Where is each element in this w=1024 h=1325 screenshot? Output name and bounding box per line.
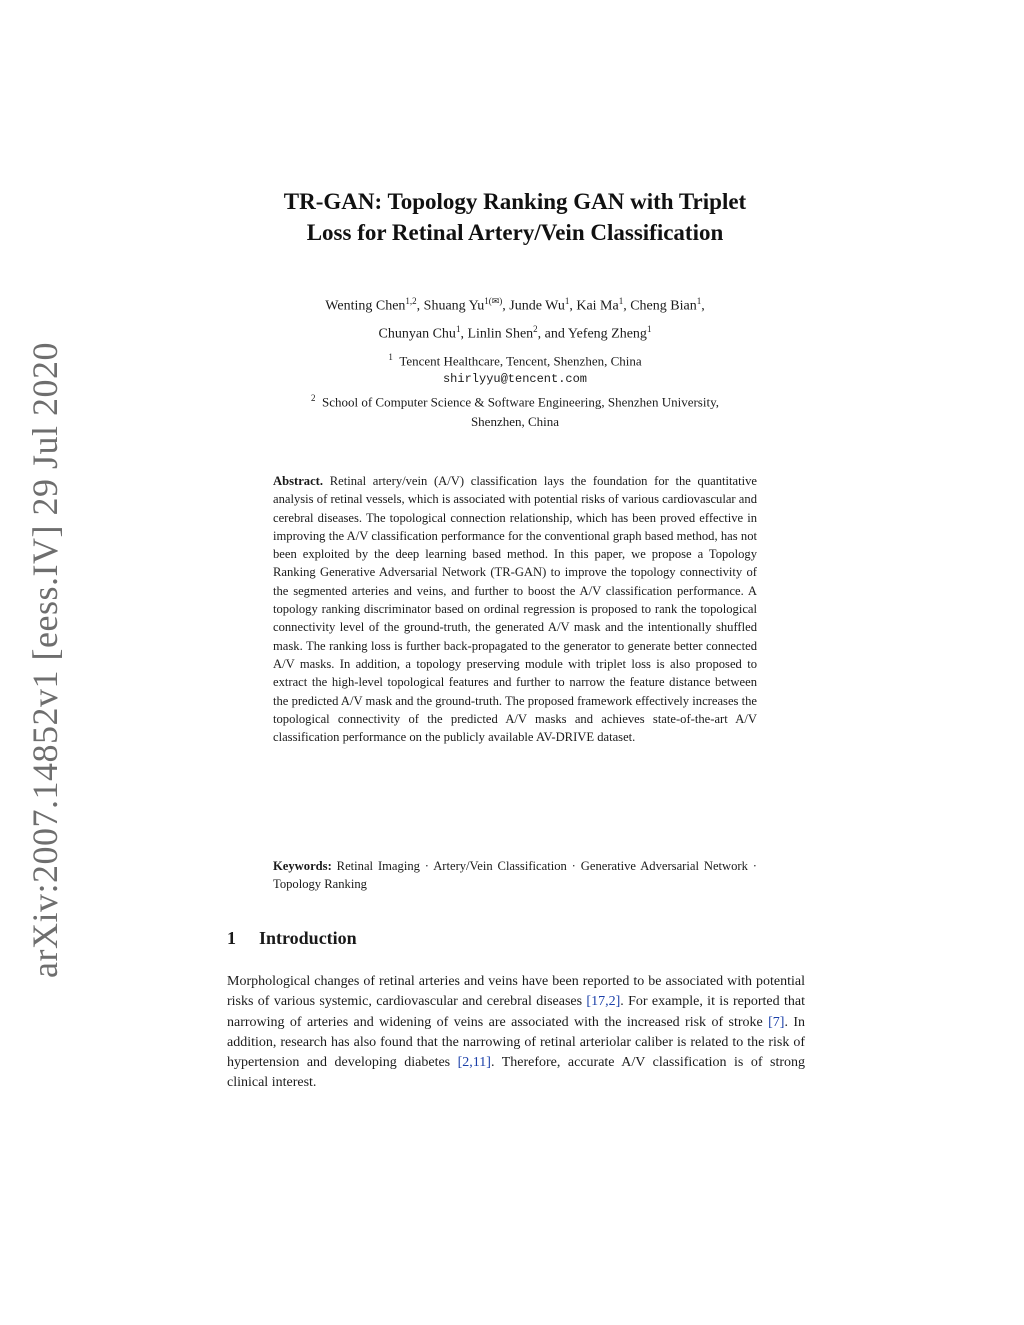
- author-name: , Cheng Bian: [623, 298, 697, 314]
- affiliation-mark: 2: [310, 393, 316, 404]
- author-affiliation-mark: 1: [646, 323, 652, 334]
- author-list: [180, 290, 850, 345]
- author-name: , Linlin Shen: [460, 326, 534, 342]
- keywords-text: Retinal Imaging · Artery/Vein Classification · Generative Adversarial Network · Topology Ranking: [273, 859, 758, 892]
- title-line-1: TR-GAN: Topology Ranking GAN with Triplet: [283, 189, 747, 214]
- affiliation-2-continued: Shenzhen, China: [470, 413, 560, 429]
- affiliation-mark: 1: [388, 352, 393, 362]
- author-affiliation-mark: 1,2: [405, 296, 417, 306]
- author-name: , Kai Ma: [569, 298, 619, 314]
- author-affiliation-mark: 1: [564, 296, 570, 306]
- affiliation-1: [180, 348, 850, 370]
- author-name: Chunyan Chu: [378, 326, 456, 342]
- section-title: Introduction: [259, 928, 357, 948]
- affiliation-text: School of Computer Science & Software Engineering, Shenzhen University,: [321, 394, 719, 410]
- author-line-1: [180, 290, 850, 318]
- author-name: , Junde Wu: [502, 298, 565, 314]
- introduction-paragraph: [227, 972, 805, 1094]
- intro-text: . In addition, research has also found that the narrowing of retinal arteriolar caliber is related to the risk of hypertension and developing diabetes: [227, 1014, 805, 1071]
- author-separator: ,: [701, 298, 705, 314]
- keywords-label: Keywords:: [273, 859, 332, 873]
- author-affiliation-mark: 1(✉): [484, 296, 503, 306]
- intro-text: . For example, it is reported that narrowing of arteries and widening of veins are associated with the increased risk of stroke: [227, 994, 805, 1030]
- author-name: Wenting Chen: [325, 298, 406, 314]
- author-line-2: [180, 318, 850, 346]
- citation-link[interactable]: [17,2]: [586, 994, 621, 1010]
- citation-link[interactable]: [2,11]: [457, 1055, 491, 1071]
- title-line-2: Loss for Retinal Artery/Vein Classification: [306, 220, 724, 245]
- arxiv-identifier-stamp: arXiv:2007.14852v1 [eess.IV] 29 Jul 2020: [25, 342, 65, 978]
- author-affiliation-mark: 1: [455, 323, 461, 334]
- affiliations: [180, 348, 850, 431]
- section-heading-introduction: [227, 928, 357, 949]
- citation-link[interactable]: [7]: [768, 1014, 785, 1030]
- abstract: [273, 472, 757, 746]
- author-name: , and Yefeng Zheng: [537, 326, 647, 342]
- author-affiliation-mark: 1: [618, 296, 624, 306]
- author-name: , Shuang Yu: [416, 298, 485, 314]
- abstract-text: Retinal artery/vein (A/V) classification lays the foundation for the quantitative analysis of retinal vessels, which is associated with potential risks of various cardiovascular and cerebral diseases. The topological connection relationship, which has been proved effective in improving the A/V classification performance for the conventional graph based method, has not been exploited by the deep learning based method. In this paper, we propose a Topology Ranking Generative Adversarial Network (TR-GAN) to improve the topology connectivity of the segmented arteries and veins, and further to boost the A/V classification performance. A topology ranking discriminator based on ordinal regression is proposed to rank the topological connectivity level of the ground-truth, the generated A/V mask and the intentionally shuffled mask. The ranking loss is further back-propagated to the generator to generate better connected A/V masks. In addition, a topology preserving module with triplet loss is also proposed to extract the high-level topological features and further to narrow the feature distance between the predicted A/V mask and the ground-truth. The proposed framework effectively increases the topological connectivity of the predicted A/V masks and achieves state-of-the-art A/V classification performance on the publicly available AV-DRIVE dataset.: [273, 474, 757, 745]
- affiliation-text: Tencent Healthcare, Tencent, Shenzhen, China: [399, 353, 642, 369]
- affiliation-2: [180, 389, 850, 411]
- author-affiliation-mark: 1: [696, 296, 702, 306]
- section-number: 1: [227, 928, 236, 948]
- keywords: [273, 857, 757, 894]
- author-affiliation-mark: 2: [533, 323, 538, 334]
- contact-email[interactable]: shirlyyu@tencent.com: [442, 372, 588, 387]
- intro-text: . Therefore, accurate A/V classification is of strong clinical interest.: [227, 1055, 805, 1091]
- paper-title: [150, 186, 880, 248]
- intro-text: Morphological changes of retinal arteries and veins have been reported to be associated with potential risks of various systemic, cardiovascular and cerebral diseases: [227, 974, 805, 1010]
- abstract-label: Abstract.: [273, 474, 324, 488]
